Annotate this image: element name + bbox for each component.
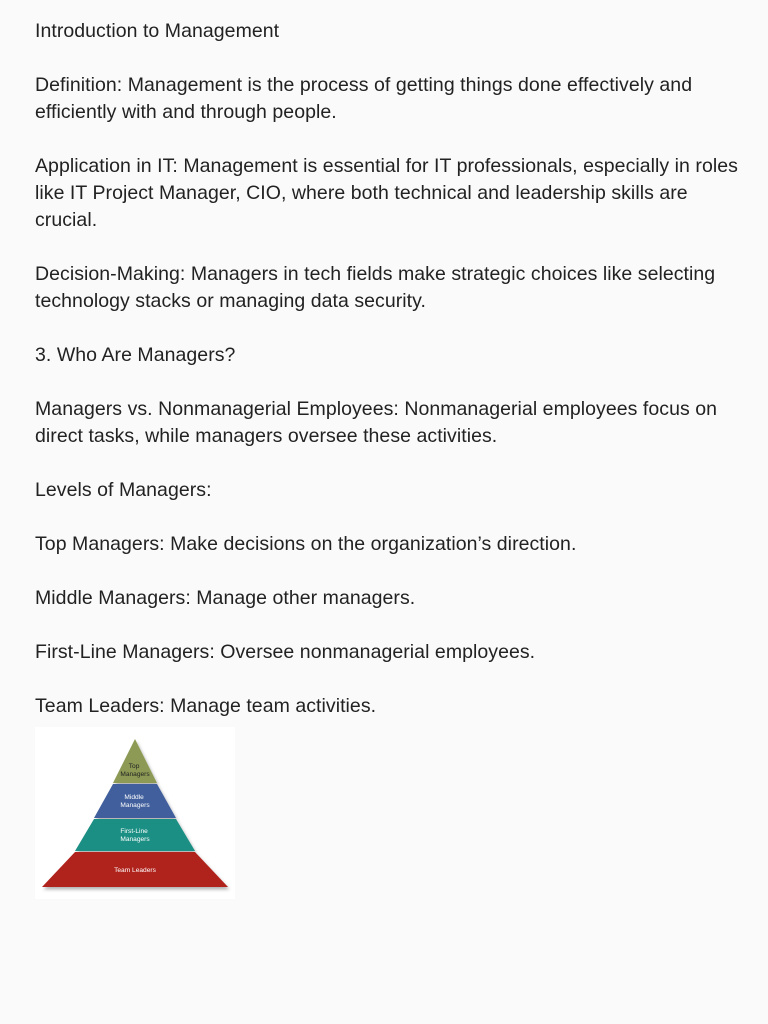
document-body [35, 18, 740, 747]
definition-paragraph: Definition: Management is the process of getting things done effectively and efficiently with and through people. [35, 74, 693, 123]
levels-heading: Levels of Managers: [35, 479, 212, 501]
pyramid-level-middle [94, 784, 176, 818]
application-paragraph: Application in IT: Management is essential for IT professionals, especially in roles like IT Project Manager, CIO, where both technical and leadership skills are crucial. [35, 155, 738, 231]
doc-title: Introduction to Management [35, 20, 280, 42]
management-pyramid [35, 727, 235, 899]
pyramid-label-top-line2: Managers [120, 771, 150, 778]
middle-managers-paragraph: Middle Managers: Manage other managers. [35, 587, 416, 609]
management-pyramid-figure [35, 727, 235, 899]
pyramid-label-top-line1: Top [128, 763, 140, 770]
decision-making-paragraph: Decision-Making: Managers in tech fields make strategic choices like selecting technology stacks or managing data security. [35, 263, 716, 312]
pyramid-label-first-line [120, 828, 150, 843]
section-heading: 3. Who Are Managers? [35, 344, 236, 366]
managers-vs-nonmanagerial-paragraph: Managers vs. Nonmanagerial Employees: Nonmanagerial employees focus on direct tasks, while managers oversee these activities. [35, 398, 718, 447]
pyramid-level-first-line [75, 819, 195, 851]
pyramid-label-middle-line2: Managers [120, 802, 150, 809]
pyramid-label-middle-line1: Middle [124, 794, 144, 801]
pyramid-label-first-line-line1: First-Line [120, 828, 148, 835]
first-line-managers-paragraph: First-Line Managers: Oversee nonmanagerial employees. [35, 641, 536, 663]
pyramid-label-first-line-line2: Managers [120, 836, 150, 843]
team-leaders-paragraph: Team Leaders: Manage team activities. [35, 695, 377, 717]
top-managers-paragraph: Top Managers: Make decisions on the organization’s direction. [35, 533, 577, 555]
pyramid-label-team-leaders-line1: Team Leaders [114, 867, 156, 874]
pyramid-label-team-leaders [114, 867, 156, 874]
